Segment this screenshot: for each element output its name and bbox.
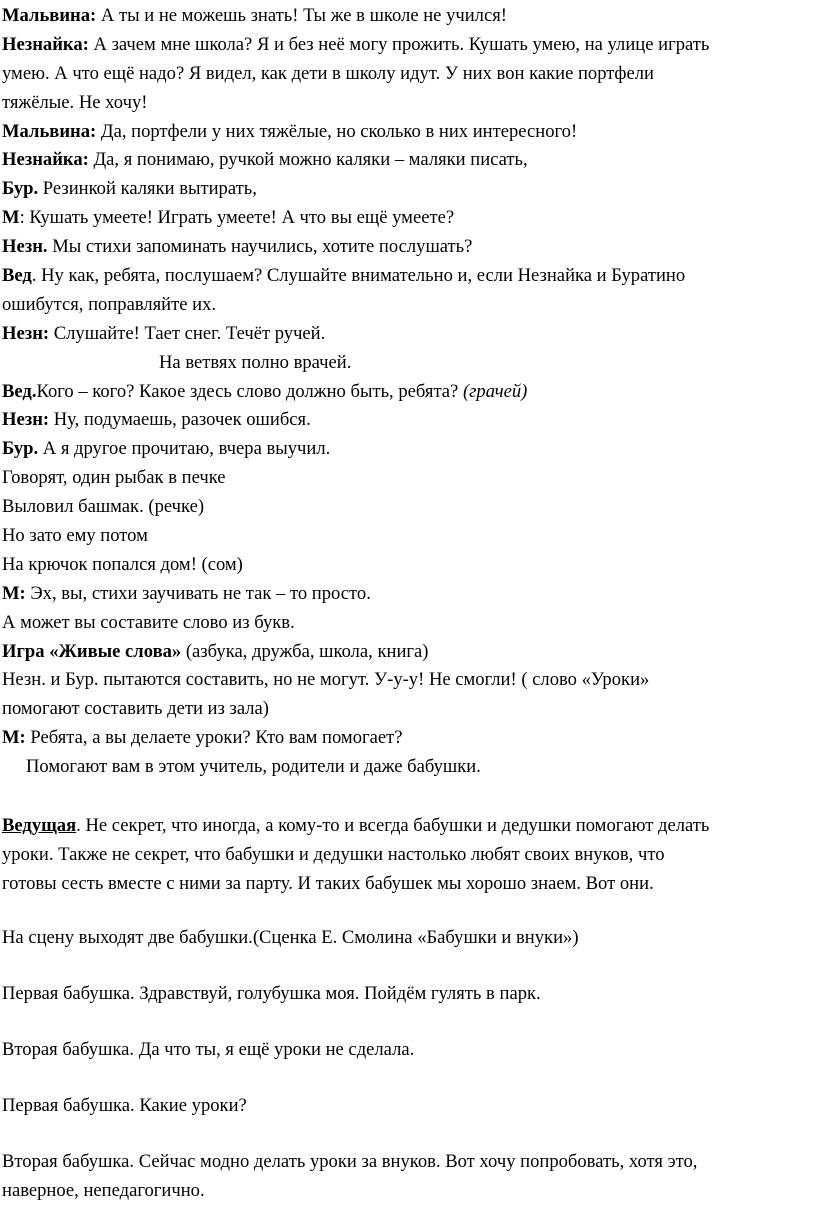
dialogue-line — [2, 233, 812, 262]
speaker-name: Бур. — [2, 178, 39, 200]
speaker-name: Незнайка: — [2, 149, 89, 171]
line-text: Ребята, а вы делаете уроки? Кто вам помогает? — [25, 727, 403, 749]
line-text: А я другое прочитаю, вчера выучил. — [38, 438, 331, 460]
dialogue-line — [2, 580, 812, 609]
line-text: помогают составить дети из зала) — [2, 698, 269, 720]
line-text: Кого – кого? Какое здесь слово должно быть, ребята? — [36, 380, 463, 402]
speaker-name: Мальвина: — [2, 5, 97, 26]
dialogue-line — [2, 695, 812, 724]
line-text: Эх, вы, стихи заучивать не так – то просто. — [25, 582, 371, 604]
poem-line — [2, 522, 812, 551]
scene-intro — [2, 924, 812, 953]
dialogue-line — [2, 60, 812, 89]
speaker-name: М: — [2, 582, 26, 604]
dialogue-line — [2, 320, 812, 349]
second-grandma-line — [2, 1148, 812, 1206]
line-text: Ну, подумаешь, разочек ошибся. — [49, 409, 311, 431]
line-text: Первая бабушка. Здравствуй, голубушка моя. Пойдём гулять в парк. — [2, 983, 541, 1004]
answer-hint: (грачей) — [462, 380, 528, 402]
dialogue-line — [2, 378, 812, 407]
game-title: Игра «Живые слова» — [2, 640, 182, 662]
line-text: Говорят, один рыбак в печке — [2, 467, 226, 489]
line-text: Да, портфели у них тяжёлые, но сколько в них интересного! — [96, 120, 578, 142]
line-text: Но зато ему потом — [2, 525, 148, 547]
dialogue-line — [2, 31, 812, 60]
paragraph-line — [2, 841, 812, 870]
speaker-name: М: — [2, 727, 26, 749]
line-text: Помогают вам в этом учитель, родители и даже бабушки. — [26, 756, 481, 778]
line-text: А зачем мне школа? Я и без неё могу прожить. Кушать умею, на улице играть — [88, 33, 710, 55]
dialogue-line — [2, 724, 812, 753]
dialogue-line — [2, 262, 812, 291]
line-text: Да, я понимаю, ручкой можно каляки – маляки писать, — [88, 149, 528, 171]
poem-line — [2, 349, 812, 378]
line-text: А ты и не можешь знать! Ты же в школе не учился! — [96, 5, 507, 26]
dialogue-line — [2, 89, 812, 118]
dialogue-line — [2, 118, 812, 147]
speaker-name: М — [2, 207, 20, 229]
line-text: Выловил башмак. (речке) — [2, 496, 205, 518]
first-grandma-line — [2, 1092, 812, 1121]
dialogue-line — [2, 666, 812, 695]
dialogue-line — [2, 175, 812, 204]
line-text: На крючок попался дом! (сом) — [2, 553, 243, 575]
speaker-name: Вед. — [2, 380, 37, 402]
speaker-name: Ведущая — [2, 815, 77, 836]
line-text: На сцену выходят две бабушки.(Сценка Е. Смолина «Бабушки и внуки») — [2, 927, 579, 948]
first-grandma-line — [2, 980, 812, 1009]
line-text: Первая бабушка. Какие уроки? — [2, 1095, 247, 1116]
paragraph-line — [2, 1092, 812, 1121]
line-text: . Не секрет, что иногда, а кому-то и всегда бабушки и дедушки помогают делать — [76, 815, 710, 836]
line-text: . Ну как, ребята, послушаем? Слушайте внимательно и, если Незнайка и Буратино — [31, 265, 686, 287]
dialogue-line — [2, 291, 812, 320]
poem-line — [2, 464, 812, 493]
line-text: А может вы составите слово из букв. — [2, 611, 295, 633]
line-text: Мы стихи запоминать научились, хотите послушать? — [47, 236, 473, 258]
speaker-name: Вед — [2, 265, 32, 287]
dialogue-line — [2, 204, 812, 233]
dialogue-line — [2, 406, 812, 435]
line-text: наверное, непедагогично. — [2, 1179, 205, 1201]
line-text: Резинкой каляки вытирать, — [38, 178, 257, 200]
paragraph-line — [2, 924, 812, 953]
paragraph-line — [2, 980, 812, 1009]
speaker-name: Бур. — [2, 438, 39, 460]
dialogue-line — [2, 435, 812, 464]
line-text: : Кушать умеете! Играть умеете! А что вы ещё умеете? — [19, 207, 455, 229]
line-text: (азбука, дружба, школа, книга) — [181, 640, 429, 662]
line-text: готовы сесть вместе с ними за парту. И таких бабушек мы хорошо знаем. Вот они. — [2, 872, 654, 894]
speaker-name: Незн: — [2, 322, 50, 344]
line-text: умею. А что ещё надо? Я видел, как дети в школу идут. У них вон какие портфели — [2, 62, 654, 84]
game-title-line — [2, 638, 812, 667]
speaker-name: Незнайка: — [2, 33, 89, 55]
speaker-name: Мальвина: — [2, 120, 97, 142]
dialogue-line — [2, 2, 812, 31]
poem-line — [2, 551, 812, 580]
host-paragraph — [2, 812, 812, 899]
paragraph-line — [2, 1148, 812, 1177]
dialogue-block — [2, 2, 812, 782]
line-text: Слушайте! Тает снег. Течёт ручей. — [49, 322, 326, 344]
line-text: Вторая бабушка. Да что ты, я ещё уроки не сделала. — [2, 1039, 415, 1060]
line-text: уроки. Также не секрет, что бабушки и дедушки настолько любят своих внуков, что — [2, 843, 665, 865]
dialogue-line — [2, 609, 812, 638]
speaker-name: Незн. — [2, 236, 48, 258]
paragraph-line — [2, 1177, 812, 1206]
line-text: тяжёлые. Не хочу! — [2, 91, 148, 113]
poem-line — [2, 493, 812, 522]
line-text: Вторая бабушка. Сейчас модно делать уроки за внуков. Вот хочу попробовать, хотя это, — [2, 1151, 698, 1172]
line-text: ошибутся, поправляйте их. — [2, 293, 217, 315]
dialogue-line — [2, 753, 812, 782]
paragraph-line — [2, 812, 812, 841]
line-text: На ветвях полно врачей. — [159, 351, 352, 373]
line-text: Незн. и Бур. пытаются составить, но не могут. У-у-у! Не смогли! ( слово «Уроки» — [2, 669, 650, 691]
paragraph-line — [2, 870, 812, 899]
second-grandma-line — [2, 1036, 812, 1065]
speaker-name: Незн: — [2, 409, 50, 431]
dialogue-line — [2, 146, 812, 175]
paragraph-line — [2, 1036, 812, 1065]
